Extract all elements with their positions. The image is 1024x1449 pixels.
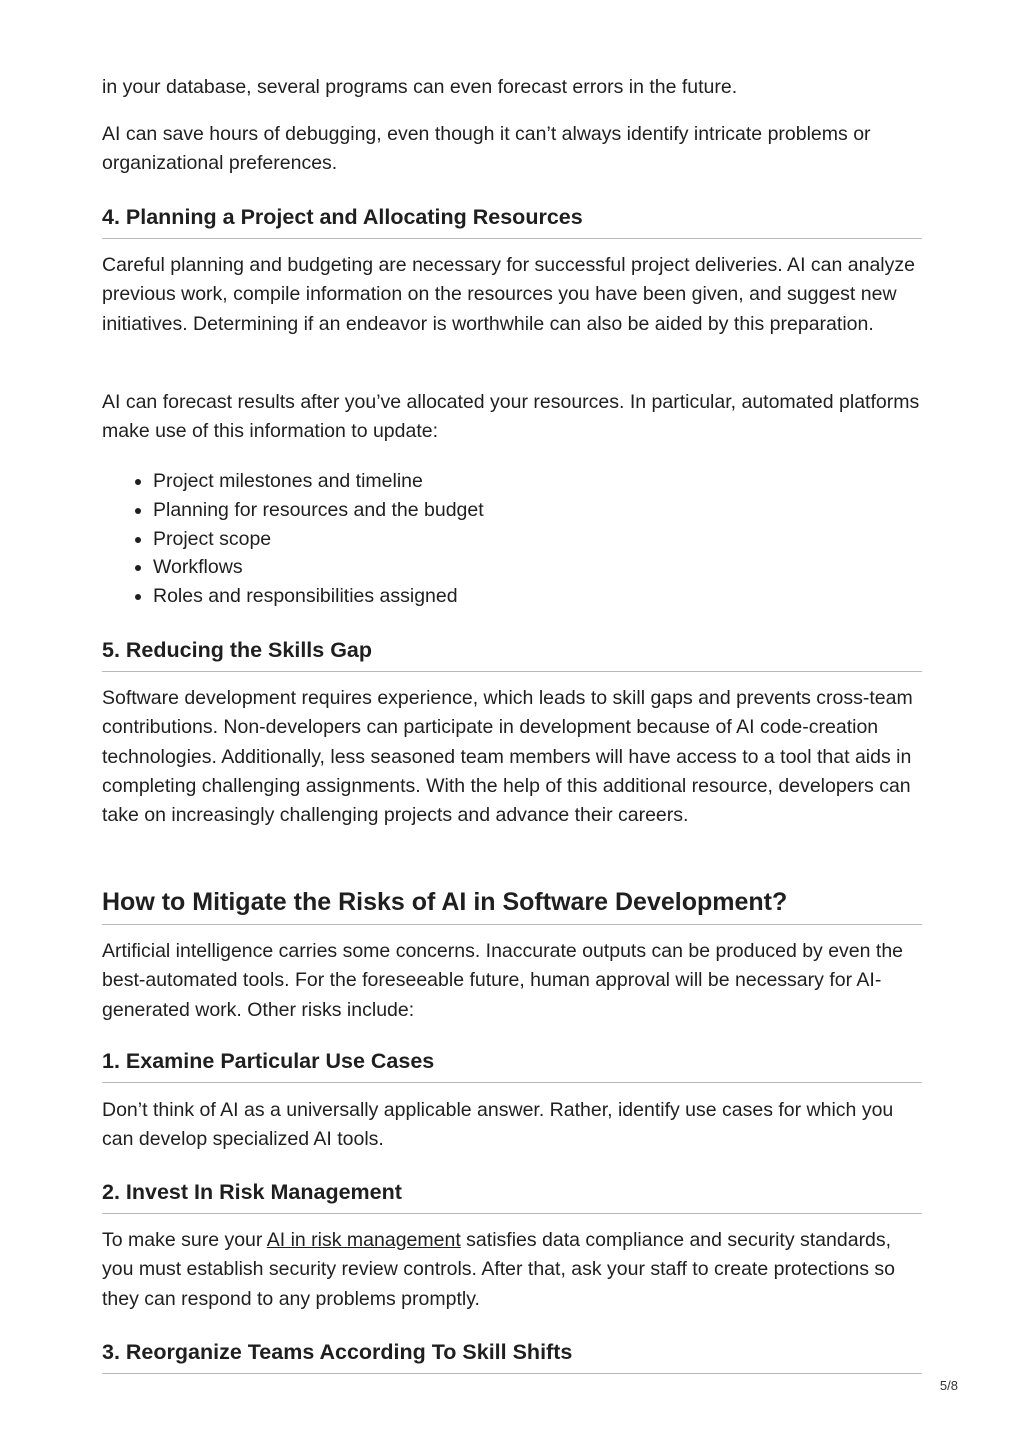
- list-item: • Project milestones and timeline: [153, 467, 922, 496]
- risk-3-heading: 3. Reorganize Teams According To Skill Shifts: [102, 1338, 922, 1374]
- section-5-heading: 5. Reducing the Skills Gap: [102, 636, 922, 672]
- risk-2-heading: 2. Invest In Risk Management: [102, 1178, 922, 1214]
- section-4-paragraph-1: Careful planning and budgeting are necessary for successful project deliveries. AI can analyze previous work, compile information on the resources you have been given, and suggest new initiatives. Determining if an endeavor is worthwhile can also be aided by this preparation.: [102, 254, 915, 335]
- ai-in-risk-management-link[interactable]: AI in risk management: [266, 1229, 461, 1251]
- intro-paragraph-1: in your database, several programs can even forecast errors in the future.: [102, 76, 738, 98]
- risk-1-heading: 1. Examine Particular Use Cases: [102, 1047, 922, 1083]
- list-item: • Project scope: [153, 525, 922, 554]
- list-item: • Workflows: [153, 553, 922, 582]
- page-number: 5/8: [939, 1378, 958, 1393]
- section-4-bullet-list: [102, 467, 922, 611]
- list-item: • Roles and responsibilities assigned: [153, 582, 922, 611]
- section-4-heading: 4. Planning a Project and Allocating Resources: [102, 203, 922, 239]
- risk-1-paragraph-1: Don’t think of AI as a universally applicable answer. Rather, identify use cases for which you can develop specialized AI tools.: [102, 1099, 894, 1151]
- mitigate-heading: How to Mitigate the Risks of AI in Software Development?: [102, 886, 922, 925]
- section-4-paragraph-2: AI can forecast results after you’ve allocated your resources. In particular, automated platforms make use of this information to update:: [102, 391, 920, 443]
- mitigate-paragraph-1: Artificial intelligence carries some concerns. Inaccurate outputs can be produced by even the best-automated tools. For the foreseeable future, human approval will be necessary for AI-generated work. Other risks include:: [102, 940, 904, 1021]
- intro-paragraph-2: AI can save hours of debugging, even though it can’t always identify intricate problems or organizational preferences.: [102, 123, 871, 175]
- section-5-paragraph-1: Software development requires experience, which leads to skill gaps and prevents cross-team contributions. Non-developers can participate in development because of AI code-creation technologies. Additionally, less seasoned team members will have access to a tool that aids in completing challenging assignments. With the help of this additional resource, developers can take on increasingly challenging projects and advance their careers.: [102, 687, 913, 827]
- risk-2-paragraph-1: To make sure your AI in risk management satisfies data compliance and security standards, you must establish security review controls. After that, ask your staff to create protections so they can respond to any problems promptly.: [102, 1229, 895, 1310]
- list-item: • Planning for resources and the budget: [153, 496, 922, 525]
